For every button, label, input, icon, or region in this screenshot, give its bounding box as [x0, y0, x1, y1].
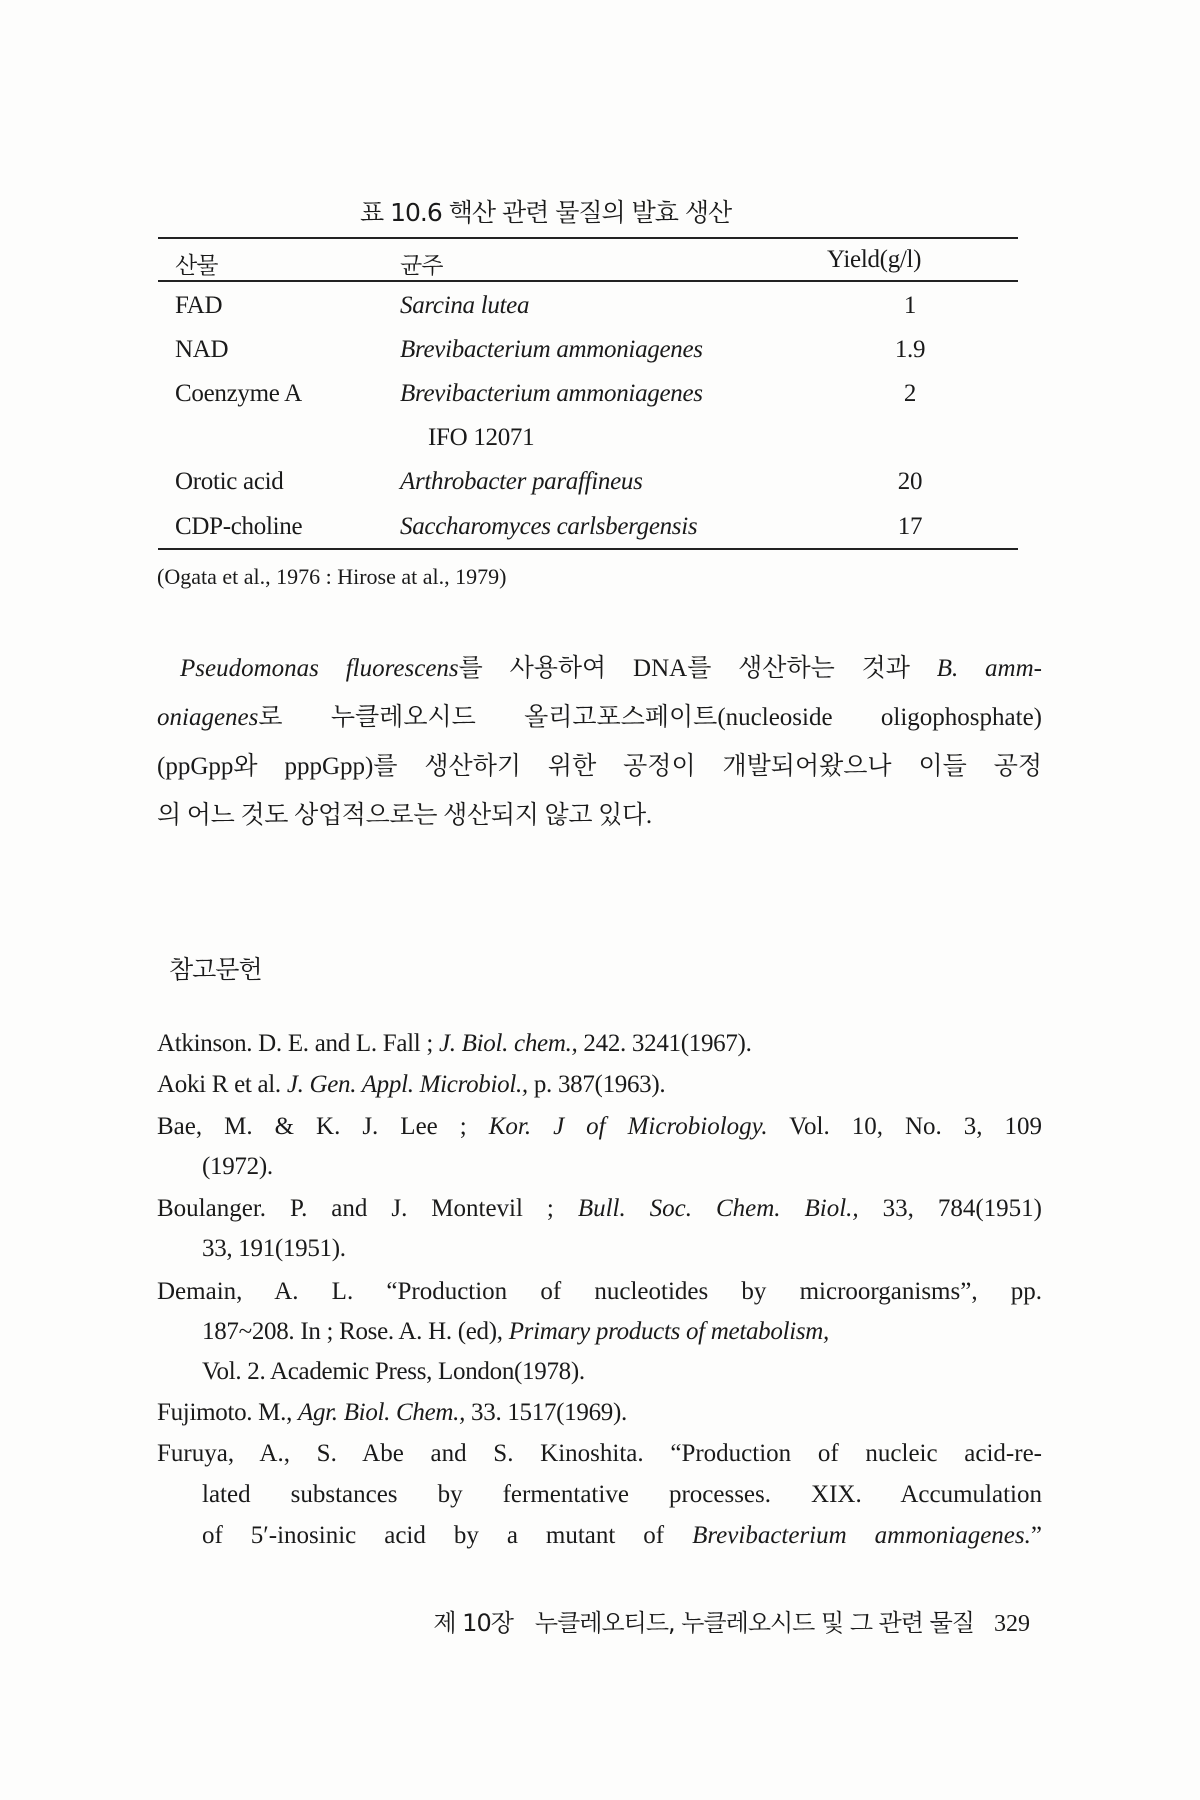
cell-strain: Brevibacterium ammoniagenes: [400, 380, 703, 407]
text-segment: Fujimoto. M.,: [157, 1399, 298, 1426]
cell-strain: Sarcina lutea: [400, 292, 530, 319]
text-segment: lated substances by fermentative processes. XIX. Accumulation: [202, 1481, 1042, 1508]
text-segment: Pseudomonas fluorescens: [180, 655, 459, 682]
cell-yield: 2: [903, 380, 917, 407]
cell-product: NAD: [175, 336, 229, 363]
reference-line: [157, 1195, 1042, 1223]
cell-yield: 17: [897, 513, 923, 540]
cell-product: Orotic acid: [175, 468, 284, 495]
text-segment: Vol. 10, No. 3, 109: [767, 1113, 1042, 1140]
text-segment: of 5′-inosinic acid by a mutant of: [202, 1522, 693, 1549]
text-segment: 를 사용하여 DNA를 생산하는 것과: [458, 655, 937, 682]
text-segment: Vol. 2. Academic Press, London(1978).: [202, 1358, 585, 1385]
text-segment: Brevibacterium ammoniagenes.: [692, 1522, 1031, 1549]
text-segment: 의 어느 것도 상업적으로는 생산되지 않고 있다.: [157, 802, 652, 829]
paragraph-line: [157, 795, 652, 831]
text-segment: 33, 191(1951).: [202, 1235, 346, 1262]
text-segment: Primary products of metabolism,: [508, 1318, 830, 1345]
reference-line: [157, 1440, 1042, 1468]
text-segment: J. Biol. chem.,: [438, 1030, 578, 1057]
table-bottom-rule: [158, 548, 1018, 550]
reference-line: [157, 1030, 752, 1058]
footer-title: 누클레오티드, 누클레오시드 및 그 관련 물질: [534, 1609, 974, 1637]
text-segment: Kor. J of Microbiology.: [488, 1113, 768, 1140]
text-segment: Bull. Soc. Chem. Biol.,: [577, 1195, 859, 1222]
cell-product: Coenzyme A: [175, 380, 302, 407]
reference-line: [202, 1235, 346, 1263]
table-header-strain: 균주: [400, 253, 443, 279]
reference-line: [202, 1153, 273, 1181]
text-segment: p. 387(1963).: [527, 1071, 666, 1098]
text-segment: Atkinson. D. E. and L. Fall ;: [157, 1030, 439, 1057]
text-segment: 187~208. In ; Rose. A. H. (ed),: [202, 1318, 509, 1345]
text-segment: (1972).: [202, 1153, 273, 1180]
text-segment: Boulanger. P. and J. Montevil ;: [157, 1195, 578, 1222]
paragraph-line: [180, 648, 1042, 684]
text-segment: (ppGpp와 pppGpp)를 생산하기 위한 공정이 개발되어왔으나 이들 공정: [157, 753, 1042, 780]
page-footer: [433, 1603, 1030, 1638]
cell-yield: 1: [903, 292, 917, 319]
paragraph-line: [157, 697, 1042, 733]
table-title: 표 10.6 핵산 관련 물질의 발효 생산: [360, 198, 732, 227]
cell-strain: Brevibacterium ammoniagenes: [400, 336, 703, 363]
cell-yield: 20: [897, 468, 923, 495]
table-top-rule: [158, 237, 1018, 239]
reference-line: [202, 1481, 1042, 1509]
cell-product: FAD: [175, 292, 223, 319]
text-segment: J. Gen. Appl. Microbiol.,: [286, 1071, 528, 1098]
reference-line: [157, 1071, 665, 1099]
text-segment: 33. 1517(1969).: [465, 1399, 627, 1426]
cell-product: CDP-choline: [175, 513, 303, 540]
reference-line: [202, 1358, 585, 1386]
reference-line: [157, 1113, 1042, 1141]
reference-line: [202, 1522, 1042, 1550]
cell-yield: 1.9: [894, 336, 926, 363]
table-header-rule: [158, 280, 1018, 282]
text-segment: Furuya, A., S. Abe and S. Kinoshita. “Production of nucleic acid-re-: [157, 1440, 1042, 1467]
text-segment: Demain, A. L. “Production of nucleotides by microorganisms”, pp.: [157, 1278, 1042, 1305]
references-heading: 참고문헌: [169, 955, 262, 984]
page-number: 329: [994, 1611, 1030, 1637]
cell-strain-line2: IFO 12071: [428, 424, 535, 451]
text-segment: B. amm-: [936, 655, 1042, 682]
table-header-yield: Yield(g/l): [827, 246, 922, 273]
text-segment: oniagenes: [157, 704, 259, 731]
text-segment: 로 누클레오시드 올리고포스페이트(nucleoside oligophosphate): [258, 704, 1042, 731]
text-segment: Agr. Biol. Chem.,: [297, 1399, 466, 1426]
reference-line: [157, 1399, 627, 1427]
table-header-product: 산물: [175, 253, 218, 279]
text-segment: 33, 784(1951): [858, 1195, 1042, 1222]
paragraph-line: [157, 746, 1042, 782]
text-segment: Aoki R et al.: [157, 1071, 287, 1098]
footer-chapter: 제 10장: [433, 1609, 513, 1637]
reference-line: [202, 1318, 829, 1346]
reference-line: [157, 1278, 1042, 1306]
text-segment: 242. 3241(1967).: [577, 1030, 752, 1057]
cell-strain: Arthrobacter paraffineus: [400, 468, 643, 495]
table-source: (Ogata et al., 1976 : Hirose at al., 1979): [157, 564, 507, 589]
text-segment: ”: [1030, 1522, 1042, 1549]
cell-strain: Saccharomyces carlsbergensis: [400, 513, 698, 540]
text-segment: Bae, M. & K. J. Lee ;: [157, 1113, 489, 1140]
